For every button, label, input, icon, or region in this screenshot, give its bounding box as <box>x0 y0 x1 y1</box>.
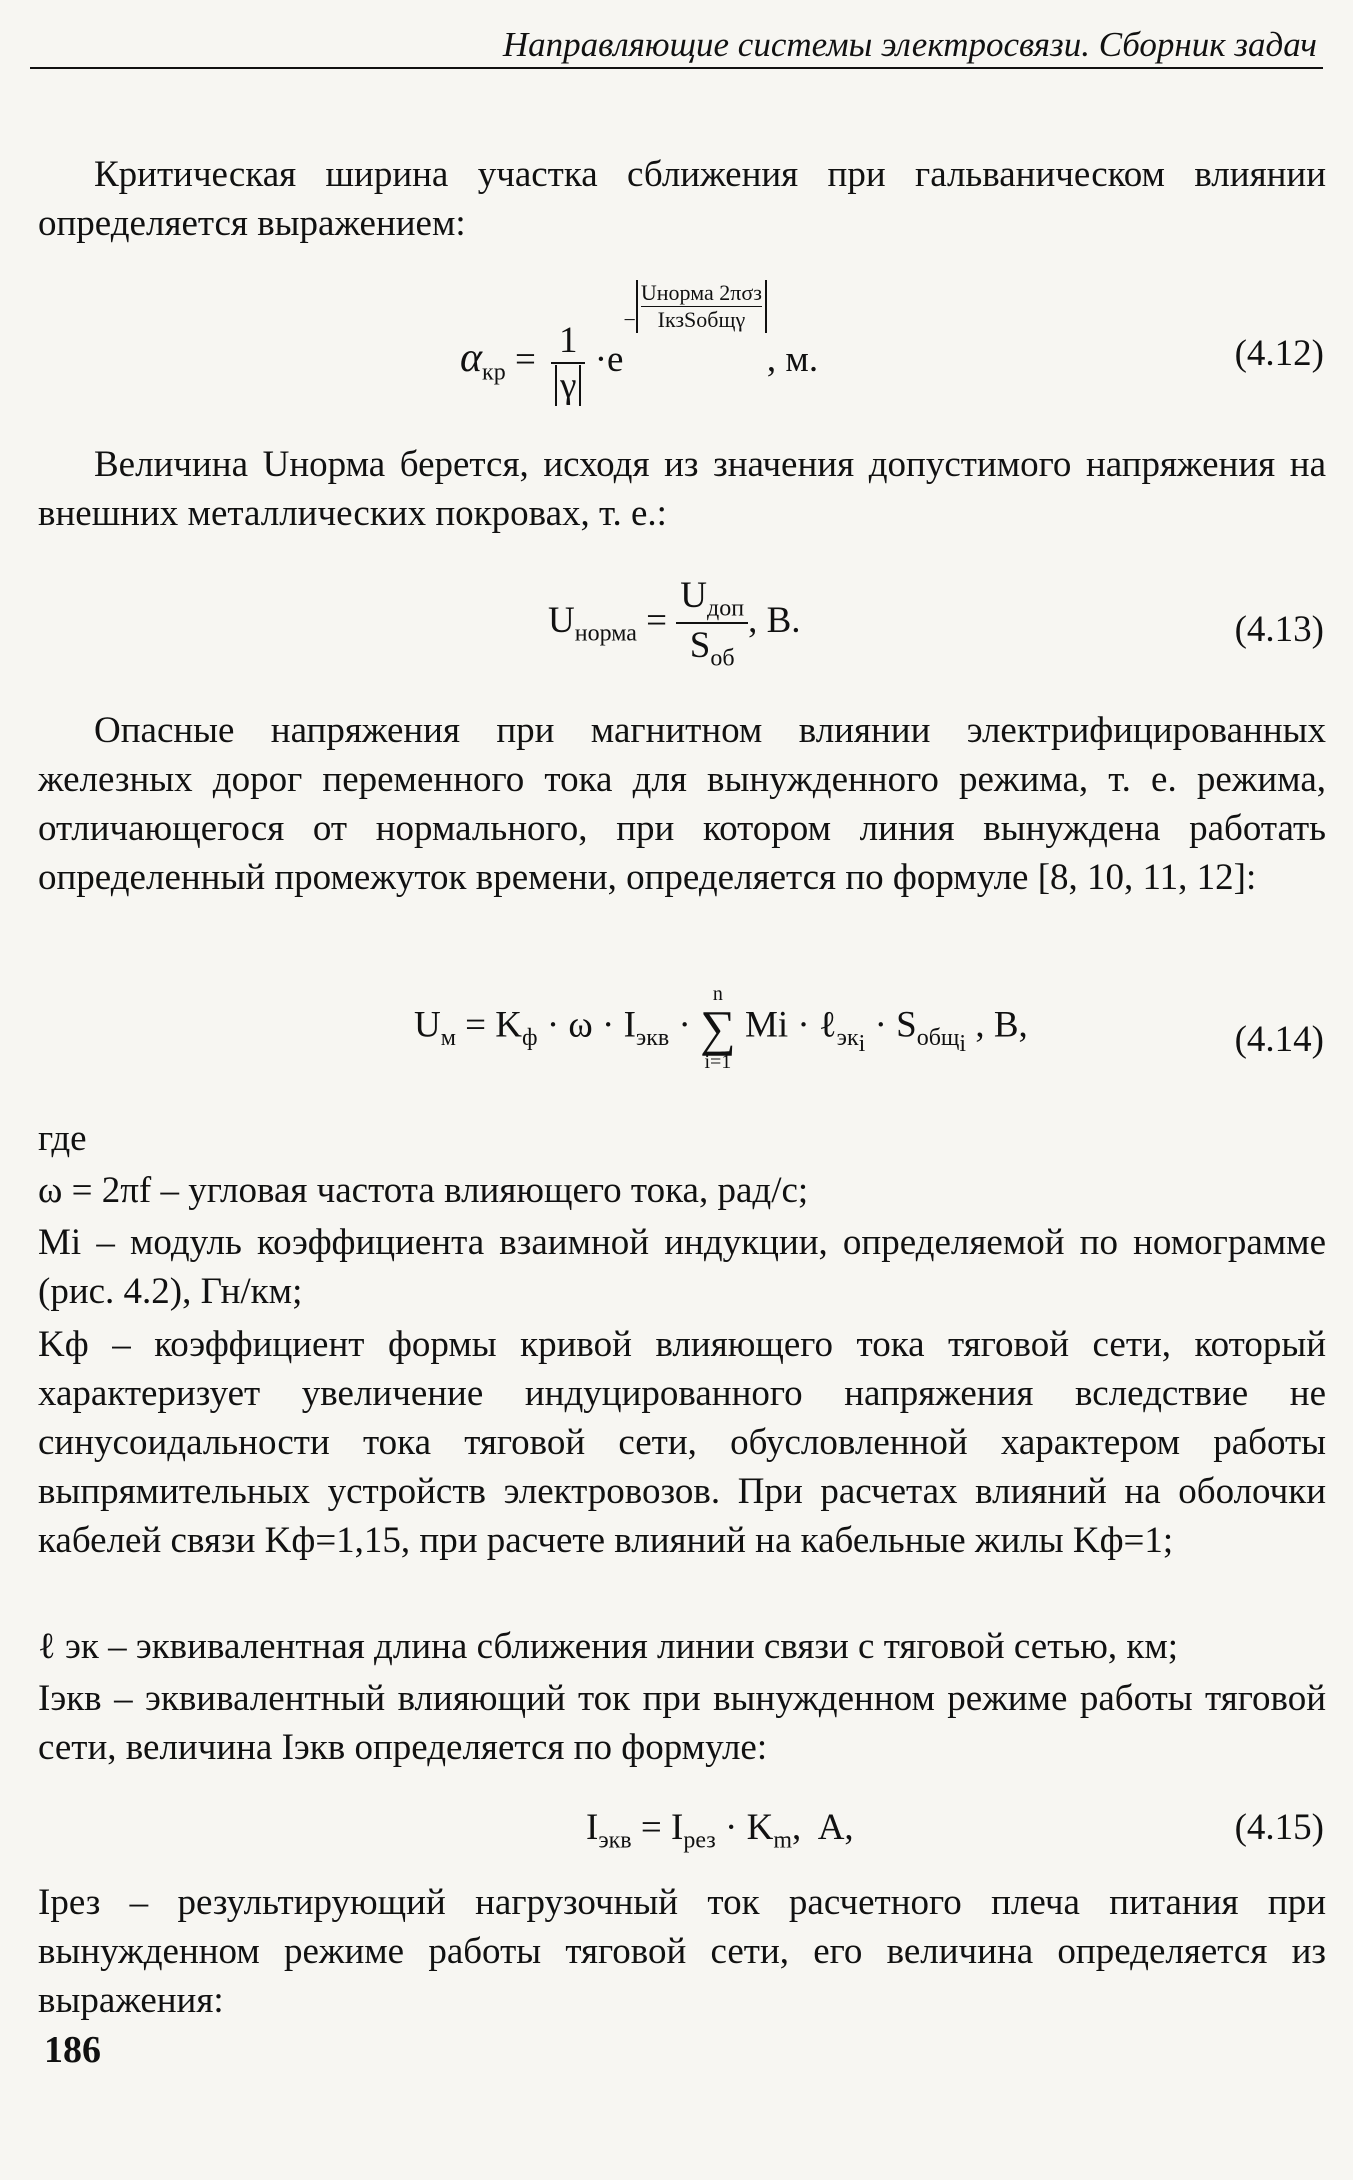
equation-number-4-12: (4.12) <box>1234 333 1324 374</box>
word-where: где <box>38 1118 87 1159</box>
paragraph-u-norma: Величина Uнорма берется, исходя из значения допустимого напряжения на внешних металлических покровах, т. е.: <box>38 444 1326 534</box>
paragraph-critical-width: Критическая ширина участка сближения при гальваническом влиянии определяется выражением: <box>38 154 1326 244</box>
equation-number-4-14: (4.14) <box>1234 1019 1324 1060</box>
equation-number-4-15: (4.15) <box>1234 1807 1324 1848</box>
definition-mi: Mi – модуль коэффициента взаимной индукции, определяемой по номограмме (рис. 4.2), Гн/км; <box>38 1222 1326 1312</box>
equation-number-4-13: (4.13) <box>1234 609 1324 650</box>
equation-4-14: $U_м = K_ф \cdot \omega \cdot I_{экв}$ · n ∑ i=1 Mi · ℓ$_{эк_i}$ · $S_{общ_i}$ , В, (4.14) <box>414 983 1324 1073</box>
equation-4-15: $I_{экв} = I_{рез} \cdot K_m$, A, (4.15) <box>586 1807 1324 1854</box>
definition-kf: Kф – коэффициент формы кривой влияющего тока тяговой сети, который характеризует увеличение индуцированного напряжения вследствие не синусоидальности тока тяговой сети, обусловленной характером работы выпрямительных устройств электровозов. При расчетах влияний на оболочки кабелей связи Kф=1,15, при расчете влияний на кабельные жилы Kф=1; <box>38 1324 1326 1561</box>
paragraph-dangerous-voltage: Опасные напряжения при магнитном влиянии электрифицированных железных дорог переменного тока для вынужденного режима, т. е. режима, отличающегося от нормального, при котором линия вынуждена работать определенный промежуток времени, определяется по формуле [8, 10, 11, 12]: <box>38 710 1326 898</box>
equation-4-13: $U_{норма}$ = $\frac{U_{доп}}{S_{об}}$ , В. (4.13) <box>548 575 1324 672</box>
equation-4-12: $\alpha_{кр}$ = $\frac{1}{\gamma}$ $\cdot e^{- Uнорма 2\pi\sigma з IкзSобщ\gamma}$ , м. (4.12) <box>460 280 1324 406</box>
definition-omega: ω = 2πf – угловая частота влияющего тока, рад/с; <box>38 1170 809 1211</box>
running-header: Направляющие системы электросвязи. Сборник задач <box>30 22 1323 69</box>
page-number: 186 <box>44 2029 101 2071</box>
definition-irez: Iрез – результирующий нагрузочный ток расчетного плеча питания при вынужденном режиме работы тяговой сети, его величина определяется из выражения: <box>38 1882 1326 2021</box>
definition-lek: ℓ эк – эквивалентная длина сближения линии связи с тяговой сетью, км; <box>38 1626 1179 1667</box>
definition-iekv: Iэкв – эквивалентный влияющий ток при вынужденном режиме работы тяговой сети, величина Iэкв определяется по формуле: <box>38 1678 1326 1768</box>
